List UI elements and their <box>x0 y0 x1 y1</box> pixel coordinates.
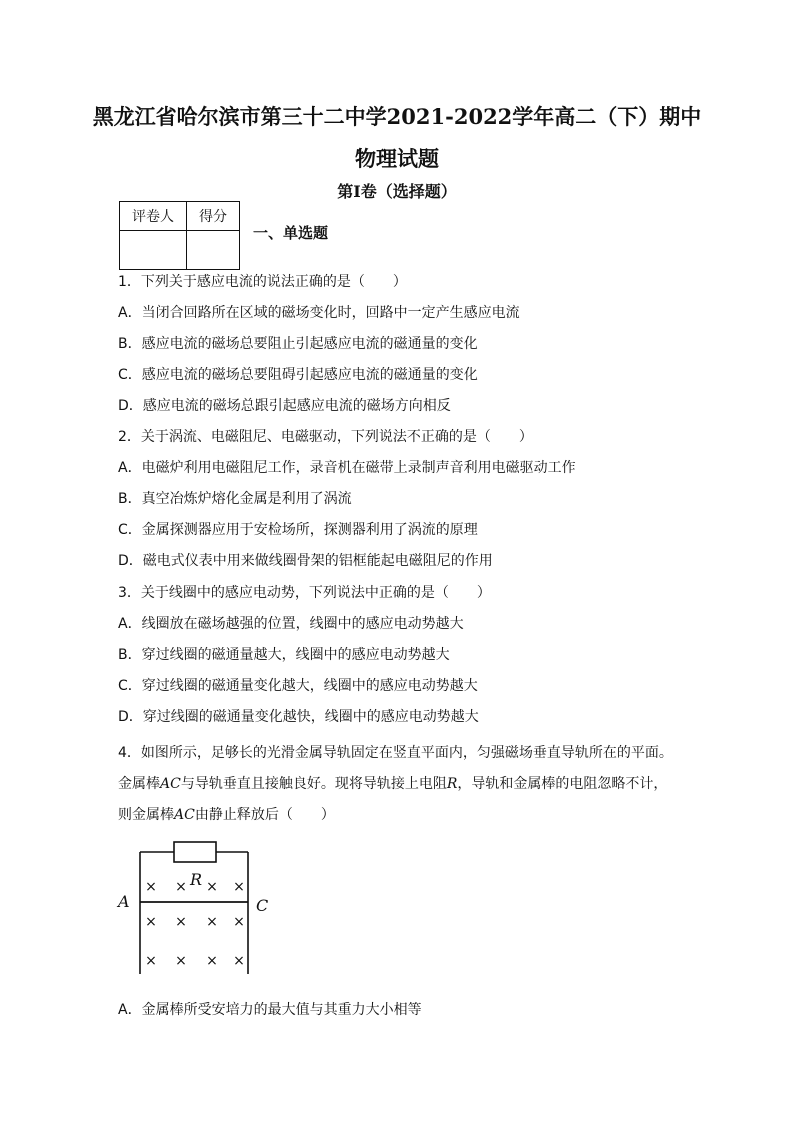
question-2-option-a: A．电磁炉利用电磁阻尼工作，录音机在磁带上录制声音利用电磁驱动工作 <box>118 460 576 476</box>
section-title: 一、单选题 <box>253 224 329 242</box>
question-2-option-d: D．磁电式仪表中用来做线圈骨架的铝框能起电磁阻尼的作用 <box>118 553 493 569</box>
question-4-line2: 金属棒AC与导轨垂直且接触良好。现将导轨接上电阻R，导轨和金属棒的电阻忽略不计， <box>118 776 668 792</box>
exam-title-line2: 物理试题 <box>355 146 439 171</box>
question-1-stem: 1．下列关于感应电流的说法正确的是（ ） <box>118 274 407 290</box>
exam-title-line1: 黑龙江省哈尔滨市第三十二中学2021-2022学年高二（下）期中 <box>92 104 702 129</box>
field-cross: × <box>175 879 187 895</box>
field-cross: × <box>145 953 157 969</box>
question-1-option-c: C．感应电流的磁场总要阻碍引起感应电流的磁通量的变化 <box>118 367 478 383</box>
label-c: C <box>256 896 269 915</box>
question-3-option-d: D．穿过线圈的磁通量变化越快，线圈中的感应电动势越大 <box>118 709 479 725</box>
score-header: 得分 <box>187 202 240 231</box>
field-cross: × <box>206 879 218 895</box>
question-2-stem: 2．关于涡流、电磁阻尼、电磁驱动，下列说法不正确的是（ ） <box>118 429 533 445</box>
field-cross: × <box>145 879 157 895</box>
question-1-option-d: D．感应电流的磁场总跟引起感应电流的磁场方向相反 <box>118 398 451 414</box>
score-table <box>119 201 240 270</box>
field-cross: × <box>145 914 157 930</box>
question-3-option-c: C．穿过线圈的磁通量变化越大，线圈中的感应电动势越大 <box>118 678 478 694</box>
question-4-line3: 则金属棒AC由静止释放后（ ） <box>118 807 335 823</box>
resistor-symbol <box>174 842 216 862</box>
field-cross: × <box>206 914 218 930</box>
grader-header: 评卷人 <box>120 202 187 231</box>
question-2-option-b: B．真空冶炼炉熔化金属是利用了涡流 <box>118 491 352 507</box>
field-cross: × <box>206 953 218 969</box>
question-3-option-b: B．穿过线圈的磁通量越大，线圈中的感应电动势越大 <box>118 647 450 663</box>
question-4-option-a: A．金属棒所受安培力的最大值与其重力大小相等 <box>118 1002 422 1018</box>
question-1-option-a: A．当闭合回路所在区域的磁场变化时，回路中一定产生感应电流 <box>118 305 520 321</box>
field-cross: × <box>175 953 187 969</box>
volume-heading: 第I卷（选择题） <box>337 182 457 201</box>
field-cross: × <box>175 914 187 930</box>
label-r: R <box>190 870 203 889</box>
question-4-stem <box>118 738 678 831</box>
question-3-stem: 3．关于线圈中的感应电动势，下列说法中正确的是（ ） <box>118 585 491 601</box>
label-a: A <box>118 892 130 911</box>
resistor-label: R <box>446 776 458 792</box>
field-cross: × <box>233 953 245 969</box>
rail-circuit-figure <box>112 838 282 978</box>
score-cell <box>187 231 240 270</box>
question-3-option-a: A．线圈放在磁场越强的位置，线圈中的感应电动势越大 <box>118 616 464 632</box>
question-1-option-b: B．感应电流的磁场总要阻止引起感应电流的磁通量的变化 <box>118 336 478 352</box>
rod-label: AC <box>160 776 181 792</box>
rod-label-2: AC <box>174 807 195 823</box>
field-cross: × <box>233 914 245 930</box>
question-2-option-c: C．金属探测器应用于安检场所，探测器利用了涡流的原理 <box>118 522 478 538</box>
field-cross: × <box>233 879 245 895</box>
question-4-line1: 4．如图所示，足够长的光滑金属导轨固定在竖直平面内，匀强磁场垂直导轨所在的平面。 <box>118 745 673 761</box>
grader-cell <box>120 231 187 270</box>
